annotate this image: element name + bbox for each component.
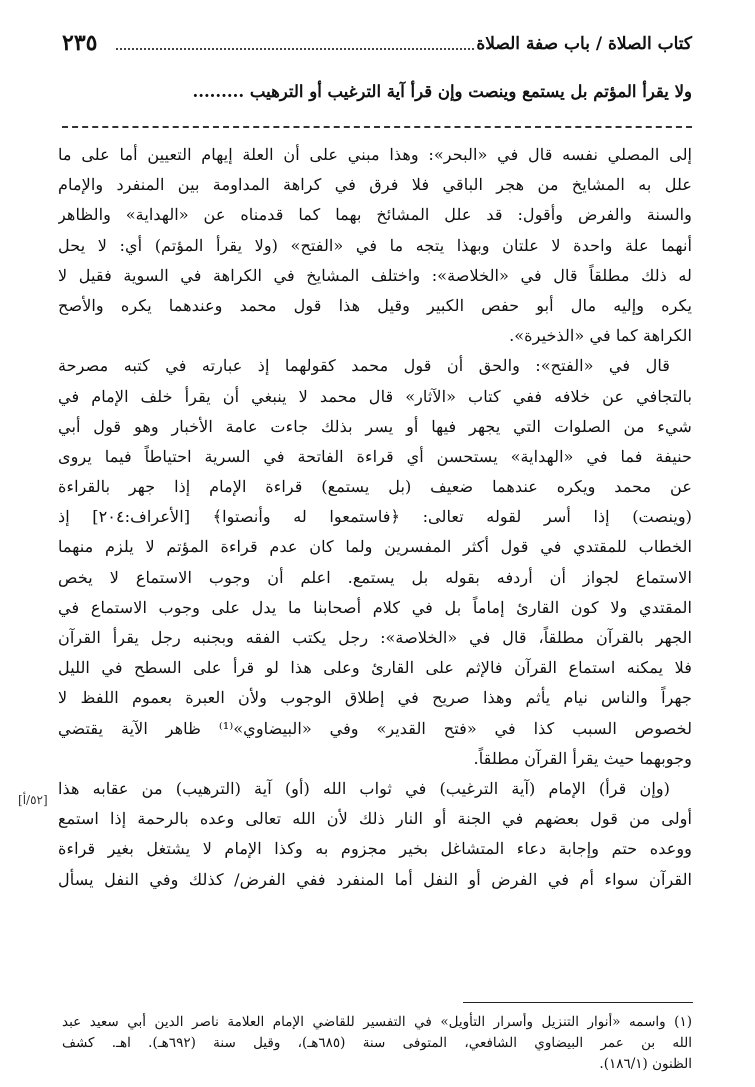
dashed-separator (62, 126, 692, 128)
header-title: كتاب الصلاة / باب صفة الصلاة (476, 34, 692, 54)
body-line: القرآن سواء أم في الفرض أو النفل أما المنفرد ففي الفرض/ كذلك وفي النفل يسأل (58, 869, 692, 889)
body-line: الكراهة كما في «الذخيرة». (509, 326, 692, 346)
body-line: والسنة والفرض وأقول: قد علل المشائخ بهما كما قدمناه عن «الهداية» والظاهر (58, 205, 692, 225)
body-line: له ذلك مطلقاً قال في «الخلاصة»: واختلف المشايخ في الكراهة في السوية فقيل لا (58, 265, 692, 285)
body-line: لخصوص السبب كذا في «فتح القدير» وفي «البيضاوي»⁽¹⁾ ظاهر الآية يقتضي (58, 718, 692, 738)
body-line: (وإن قرأ) الإمام (آية الترغيب) في ثواب الله (أو) آية (الترهيب) من عقابه هذا (58, 778, 670, 798)
body-line: جهراً والناس نيام يأثم وهذا صريح في إطلاق الوجوب ولأن العبرة بعموم اللفظ لا (58, 688, 692, 708)
matn-dots: ......... (192, 82, 245, 101)
manuscript-folio-marker: [٥٢/أ] (18, 793, 48, 807)
footnote (62, 1012, 692, 1075)
matn-text: ولا يقرأ المؤتم بل يستمع وينصت وإن قرأ آية الترغيب أو الترهيب (249, 82, 692, 101)
body-line: (وينصت) إذا أسر لقوله تعالى: ﴿فاستمعوا له وأنصتوا﴾ [الأعراف:٢٠٤] إذ (58, 507, 692, 527)
body-line: الاستماع لجواز أن أردفه بقوله بل يستمع. اعلم أن وجوب الاستماع لا يخص (58, 567, 692, 587)
body-line: المقتدي ولا كون القارئ إماماً بل في كلام أصحابنا ما يدل على وجوب الاستماع في (58, 597, 692, 617)
footnote-line: (١) واسمه «أنوار التنزيل وأسرار التأويل» في التفسير للقاضي الإمام العلامة ناصر الدين أبي سعيد عبد (62, 1014, 692, 1030)
running-header (62, 30, 692, 64)
body-line: بالتجافي عن خلافه ففي كتاب «الآثار» قال محمد لا ينبغي أن يقرأ خلف الإمام في (58, 386, 692, 406)
body-line: الجهر بالقرآن مطلقاً، قال في «الخلاصة»: رجل يكتب الفقه وبجنبه رجل يقرأ القرآن (58, 628, 692, 647)
body-line: فلا يمكنه استماع القرآن فالإثم على القارئ وعلى هذا لو قرأ على السطح في الليل (58, 658, 692, 678)
body-line: إلى المصلي نفسه قال في «البحر»: وهذا مبني على أن العلة إيهام التعيين أما على ما (58, 145, 692, 164)
body-line: قال في «الفتح»: والحق أن قول محمد كقولهما إذ عبارته في كتبه مصرحة (58, 356, 670, 376)
matn-line (62, 82, 692, 101)
footnote-rule (463, 1002, 693, 1003)
body-line: أولى من قول بعضهم في الجنة أو النار ذلك لأن الله تعالى وعده بالرحمة إذا استمع (58, 809, 692, 829)
footnote-line: الله بن عمر البيضاوي الشافعي، المتوفى سنة (٦٨٥هـ)، وقيل سنة (٦٩٢هـ). اهـ. كشف (62, 1035, 692, 1051)
body-line: يكره وإليه مال أبو حفص الكبير وقيل هذا قول محمد وعندهما يكره والأصح (58, 295, 692, 315)
body-line: علل به المشايخ من هجر الباقي فلا فرق في كراهة المداومة بين المنفرد والإمام (58, 175, 692, 195)
body-line: ووعده حتم وإجابة دعاء المتشاغل بخير مجزوم به وكذا الإمام لا يشتغل بغير قراءة (58, 839, 692, 859)
body-line: وجوبهما حيث يقرأ القرآن مطلقاً. (473, 748, 692, 768)
header-dotted-leader (116, 48, 474, 50)
body-line: حنيفة فما في «الهداية» يستحسن أي قراءة الفاتحة في السرية احتياطاً فيما يروى (58, 446, 692, 466)
body-line: أنهما علة واحدة لا علتان وبهذا يتجه ما في «الفتح» (ولا يقرأ المؤتم) أي: لا يحل (58, 235, 692, 255)
page-number: ٢٣٥ (62, 30, 98, 56)
body-line: شيء من الصلوات التي يجهر فيها أو يسر بذلك جاءت عامة الأخبار وهو قول أبي (58, 416, 692, 436)
body-line: عن محمد ويكره عندهما ضعيف (بل يستمع) قراءة الإمام إذا جهر بالقراءة (58, 477, 692, 497)
commentary-body (58, 140, 692, 895)
footnote-line: الظنون (١٨٦/١). (599, 1056, 692, 1072)
body-line: الخطاب للمقتدي في قول أكثر المفسرين ولما كان عدم قراءة المؤتم لا يلزم منهما (58, 537, 692, 557)
